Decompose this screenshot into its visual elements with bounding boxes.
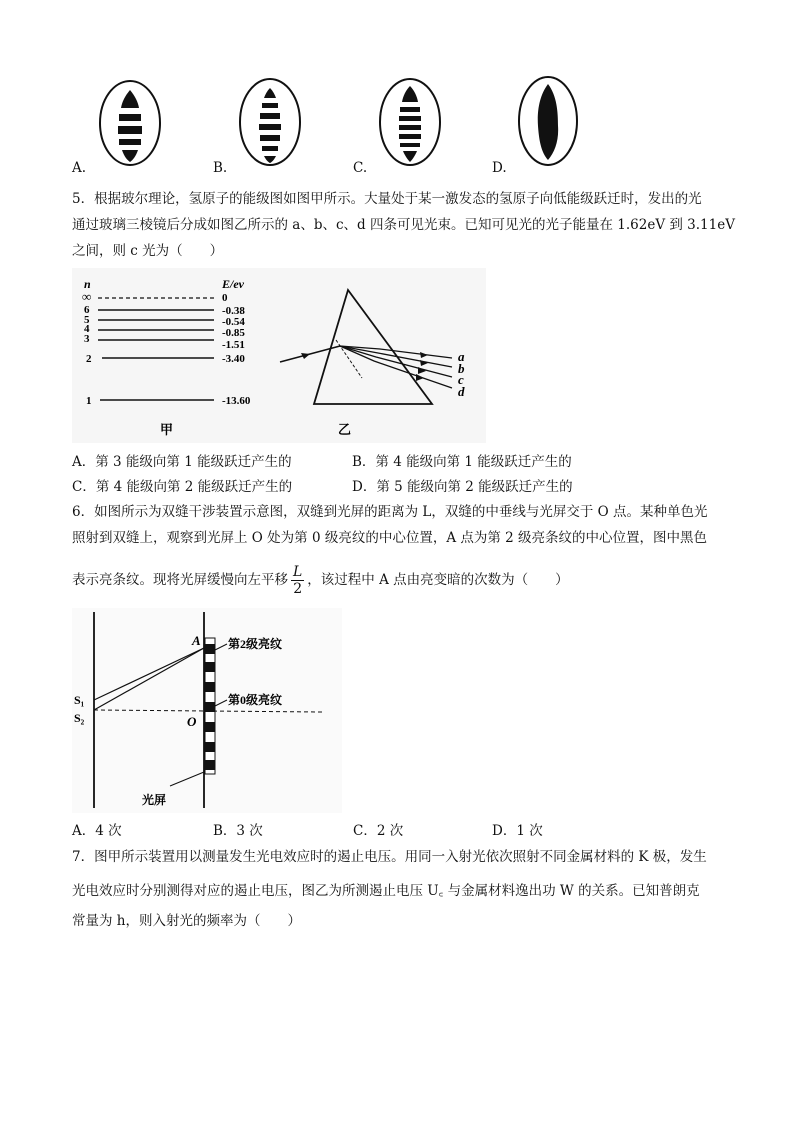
q4-option-d[interactable]: D. (492, 160, 507, 176)
q7-stem-line2: 光电效应时分别测得对应的遏止电压，图乙为所测遏止电压 U꜀ 与金属材料逸出功 W 的关系。已知普朗克 (72, 883, 700, 899)
slit-s1-label: S₁ (74, 693, 85, 707)
ray-label-b: b (458, 361, 465, 376)
bright-fringes (205, 644, 215, 770)
point-a-label: A (192, 633, 201, 648)
fraction-denominator: 2 (293, 581, 303, 597)
q5-energy-level-diagram (72, 270, 292, 440)
e-axis-label: E/ev (222, 277, 244, 291)
q6-stem-line1: 6．如图所示为双缝干涉装置示意图，双缝到光屏的距离为 L，双缝的中垂线与光屏交于 O 点。某种单色光 (72, 504, 708, 520)
q6-stem-line3-pre: 表示亮条纹。现将光屏缓慢向左平移 (72, 572, 288, 588)
level-e-4: -0.85 (222, 327, 245, 339)
level-n-3: 3 (84, 333, 90, 345)
q6-stem-line3-post: ，该过程中 A 点由亮变暗的次数为（ ） (307, 572, 569, 588)
q6-option-b[interactable]: B．3 次 (213, 823, 263, 839)
q4-pattern-c (375, 76, 445, 168)
q6-option-d[interactable]: D．1 次 (492, 823, 543, 839)
q4-option-a[interactable]: A. (72, 160, 87, 176)
n-axis-label: n (84, 277, 91, 291)
level-n-1: 1 (86, 395, 92, 407)
ray-label-c: c (458, 372, 464, 387)
q7-stem-line3: 常量为 h，则入射光的频率为（ ） (72, 913, 301, 929)
q5-option-d[interactable]: D．第 5 能级向第 2 能级跃迁产生的 (352, 479, 573, 495)
fraction-numerator: L (293, 564, 303, 580)
level-e-6: -0.38 (222, 305, 245, 317)
q5-stem-line3: 之间，则 c 光为（ ） (72, 243, 224, 259)
level-n-2: 2 (86, 353, 92, 365)
screen-label: 光屏 (142, 793, 167, 807)
q4-pattern-b (235, 76, 305, 168)
q5-option-a[interactable]: A．第 3 能级向第 1 能级跃迁产生的 (72, 454, 292, 470)
q6-double-slit-diagram (72, 608, 342, 813)
q4-pattern-a (95, 78, 165, 168)
ray-label-d: d (458, 384, 465, 399)
level-e-inf: 0 (222, 292, 228, 304)
q4-pattern-d (515, 74, 581, 168)
zero-order-fringe-label: 第0级亮纹 (228, 693, 283, 707)
q5-stem-line1: 5．根据玻尔理论，氢原子的能级图如图甲所示。大量处于某一激发态的氢原子向低能级跃迁时，发出的光 (72, 191, 702, 207)
level-e-1: -13.60 (222, 395, 251, 407)
figure-caption-jia: 甲 (160, 422, 174, 437)
q6-stem-line3 (72, 562, 569, 598)
q6-option-c[interactable]: C．2 次 (353, 823, 404, 839)
ray-label-a: a (458, 349, 465, 364)
q7-stem-line1: 7．图甲所示装置用以测量发生光电效应时的遏止电压。用同一入射光依次照射不同金属材料的 K 极，发生 (72, 849, 707, 865)
level-n-4: 4 (84, 323, 90, 335)
level-n-6: 6 (84, 304, 90, 316)
level-n-inf: ∞ (82, 289, 92, 304)
q5-stem-line2: 通过玻璃三棱镜后分成如图乙所示的 a、b、c、d 四条可见光束。已知可见光的光子能量在 1.62eV 到 3.11eV (72, 217, 735, 233)
level-e-2: -3.40 (222, 353, 245, 365)
normal-dashed (336, 340, 362, 378)
second-order-fringe-label: 第2级亮纹 (228, 637, 283, 651)
q4-option-b[interactable]: B. (213, 160, 228, 176)
q6-option-a[interactable]: A．4 次 (72, 823, 122, 839)
q5-prism-diagram (270, 276, 480, 440)
level-e-5: -0.54 (222, 316, 245, 328)
q4-option-c[interactable]: C. (353, 160, 368, 176)
slit-s2-label: S₂ (74, 711, 85, 725)
level-e-3: -1.51 (222, 339, 245, 351)
point-o-label: O (187, 714, 197, 729)
prism (314, 290, 432, 404)
fraction-l-over-2 (291, 564, 304, 597)
q6-stem-line2: 照射到双缝上，观察到光屏上 O 处为第 0 级亮纹的中心位置，A 点为第 2 级亮条纹的中心位置，图中黑色 (72, 530, 708, 546)
level-n-5: 5 (84, 314, 90, 326)
q5-option-b[interactable]: B．第 4 能级向第 1 能级跃迁产生的 (352, 454, 572, 470)
q5-option-c[interactable]: C．第 4 能级向第 2 能级跃迁产生的 (72, 479, 293, 495)
figure-caption-yi: 乙 (338, 422, 352, 437)
